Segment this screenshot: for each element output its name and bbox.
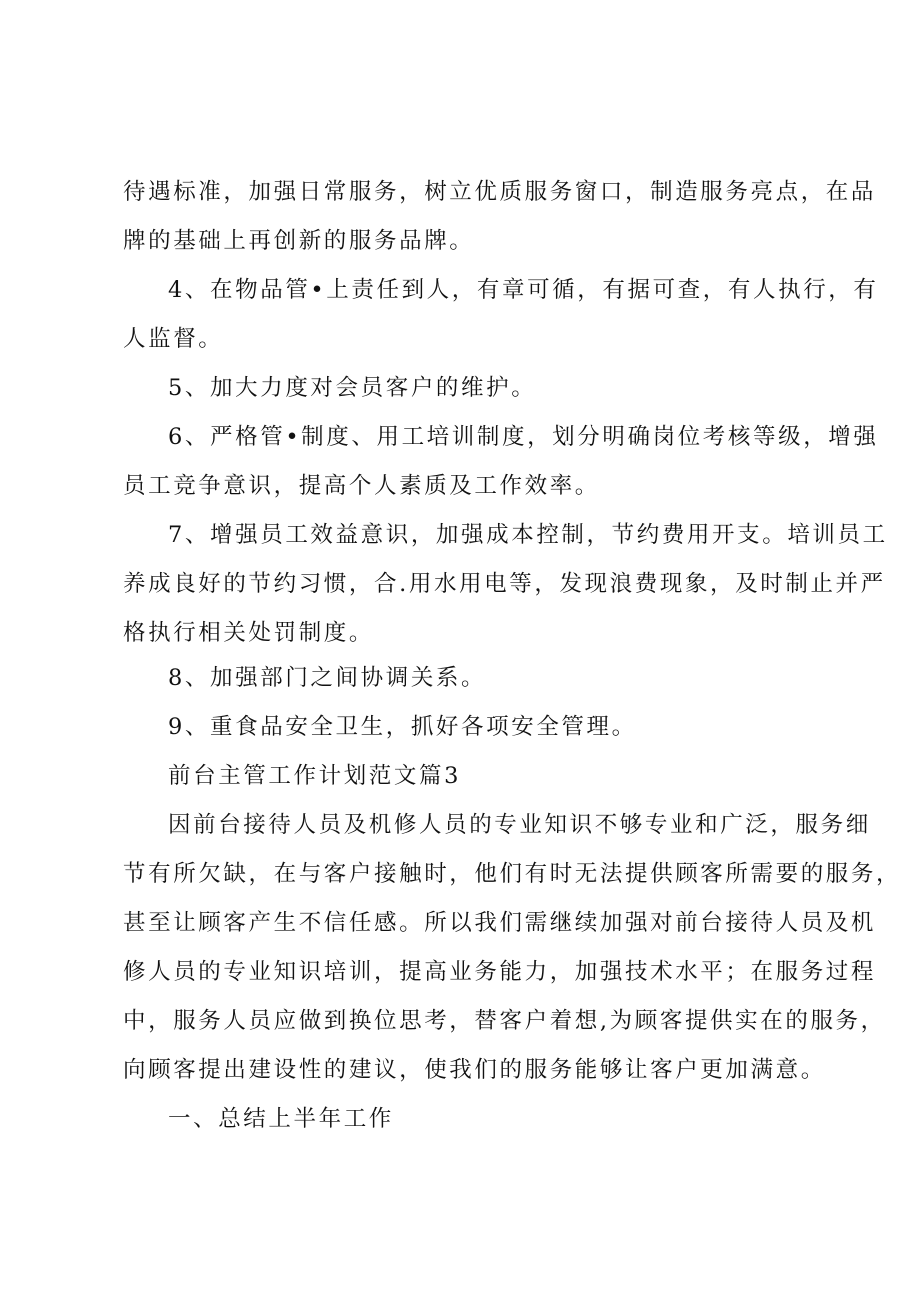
list-item-7: 7、增强员工效益意识，加强成本控制，节约费用开支。培训员工: [168, 522, 888, 548]
paragraph-line: 节有所欠缺，在与客户接触时，他们有时无法提供顾客所需要的服务，: [123, 861, 902, 887]
paragraph-line: 牌的基础上再创新的服务品牌。: [123, 228, 475, 254]
list-item-4: 4、在物品管•上责任到人，有章可循，有据可查，有人执行，有: [168, 277, 879, 303]
paragraph-line: 甚至让顾客产生不信任感。所以我们需继续加强对前台接待人员及机: [123, 910, 877, 936]
paragraph-line: 员工竞争意识，提高个人素质及工作效率。: [123, 473, 600, 499]
list-item-9: 9、重食品安全卫生，抓好各项安全管理。: [168, 714, 637, 740]
list-item-5: 5、加大力度对会员客户的维护。: [168, 375, 537, 401]
paragraph-line: 向顾客提出建设性的建议，使我们的服务能够让客户更加满意。: [123, 1057, 826, 1083]
list-item-8: 8、加强部门之间协调关系。: [168, 665, 487, 691]
paragraph-line: 人监督。: [123, 326, 224, 352]
paragraph-line: 因前台接待人员及机修人员的专业知识不够专业和广泛，服务细: [168, 812, 871, 838]
section-heading: 一、总结上半年工作: [168, 1106, 394, 1132]
paragraph-line: 待遇标准，加强日常服务，树立优质服务窗口，制造服务亮点，在品: [123, 179, 877, 205]
list-item-6: 6、严格管•制度、用工培训制度，划分明确岗位考核等级，增强: [168, 424, 879, 450]
paragraph-line: 中，服务人员应做到换位思考，替客户着想,为顾客提供实在的服务，: [123, 1008, 886, 1034]
section-title: 前台主管工作计划范文篇3: [168, 763, 462, 789]
paragraph-line: 养成良好的节约习惯，合.用水用电等，发现浪费现象，及时制止并严: [123, 571, 886, 597]
paragraph-line: 修人员的专业知识培训，提高业务能力，加强技术水平；在服务过程: [123, 959, 877, 985]
paragraph-line: 格执行相关处罚制度。: [123, 620, 375, 646]
